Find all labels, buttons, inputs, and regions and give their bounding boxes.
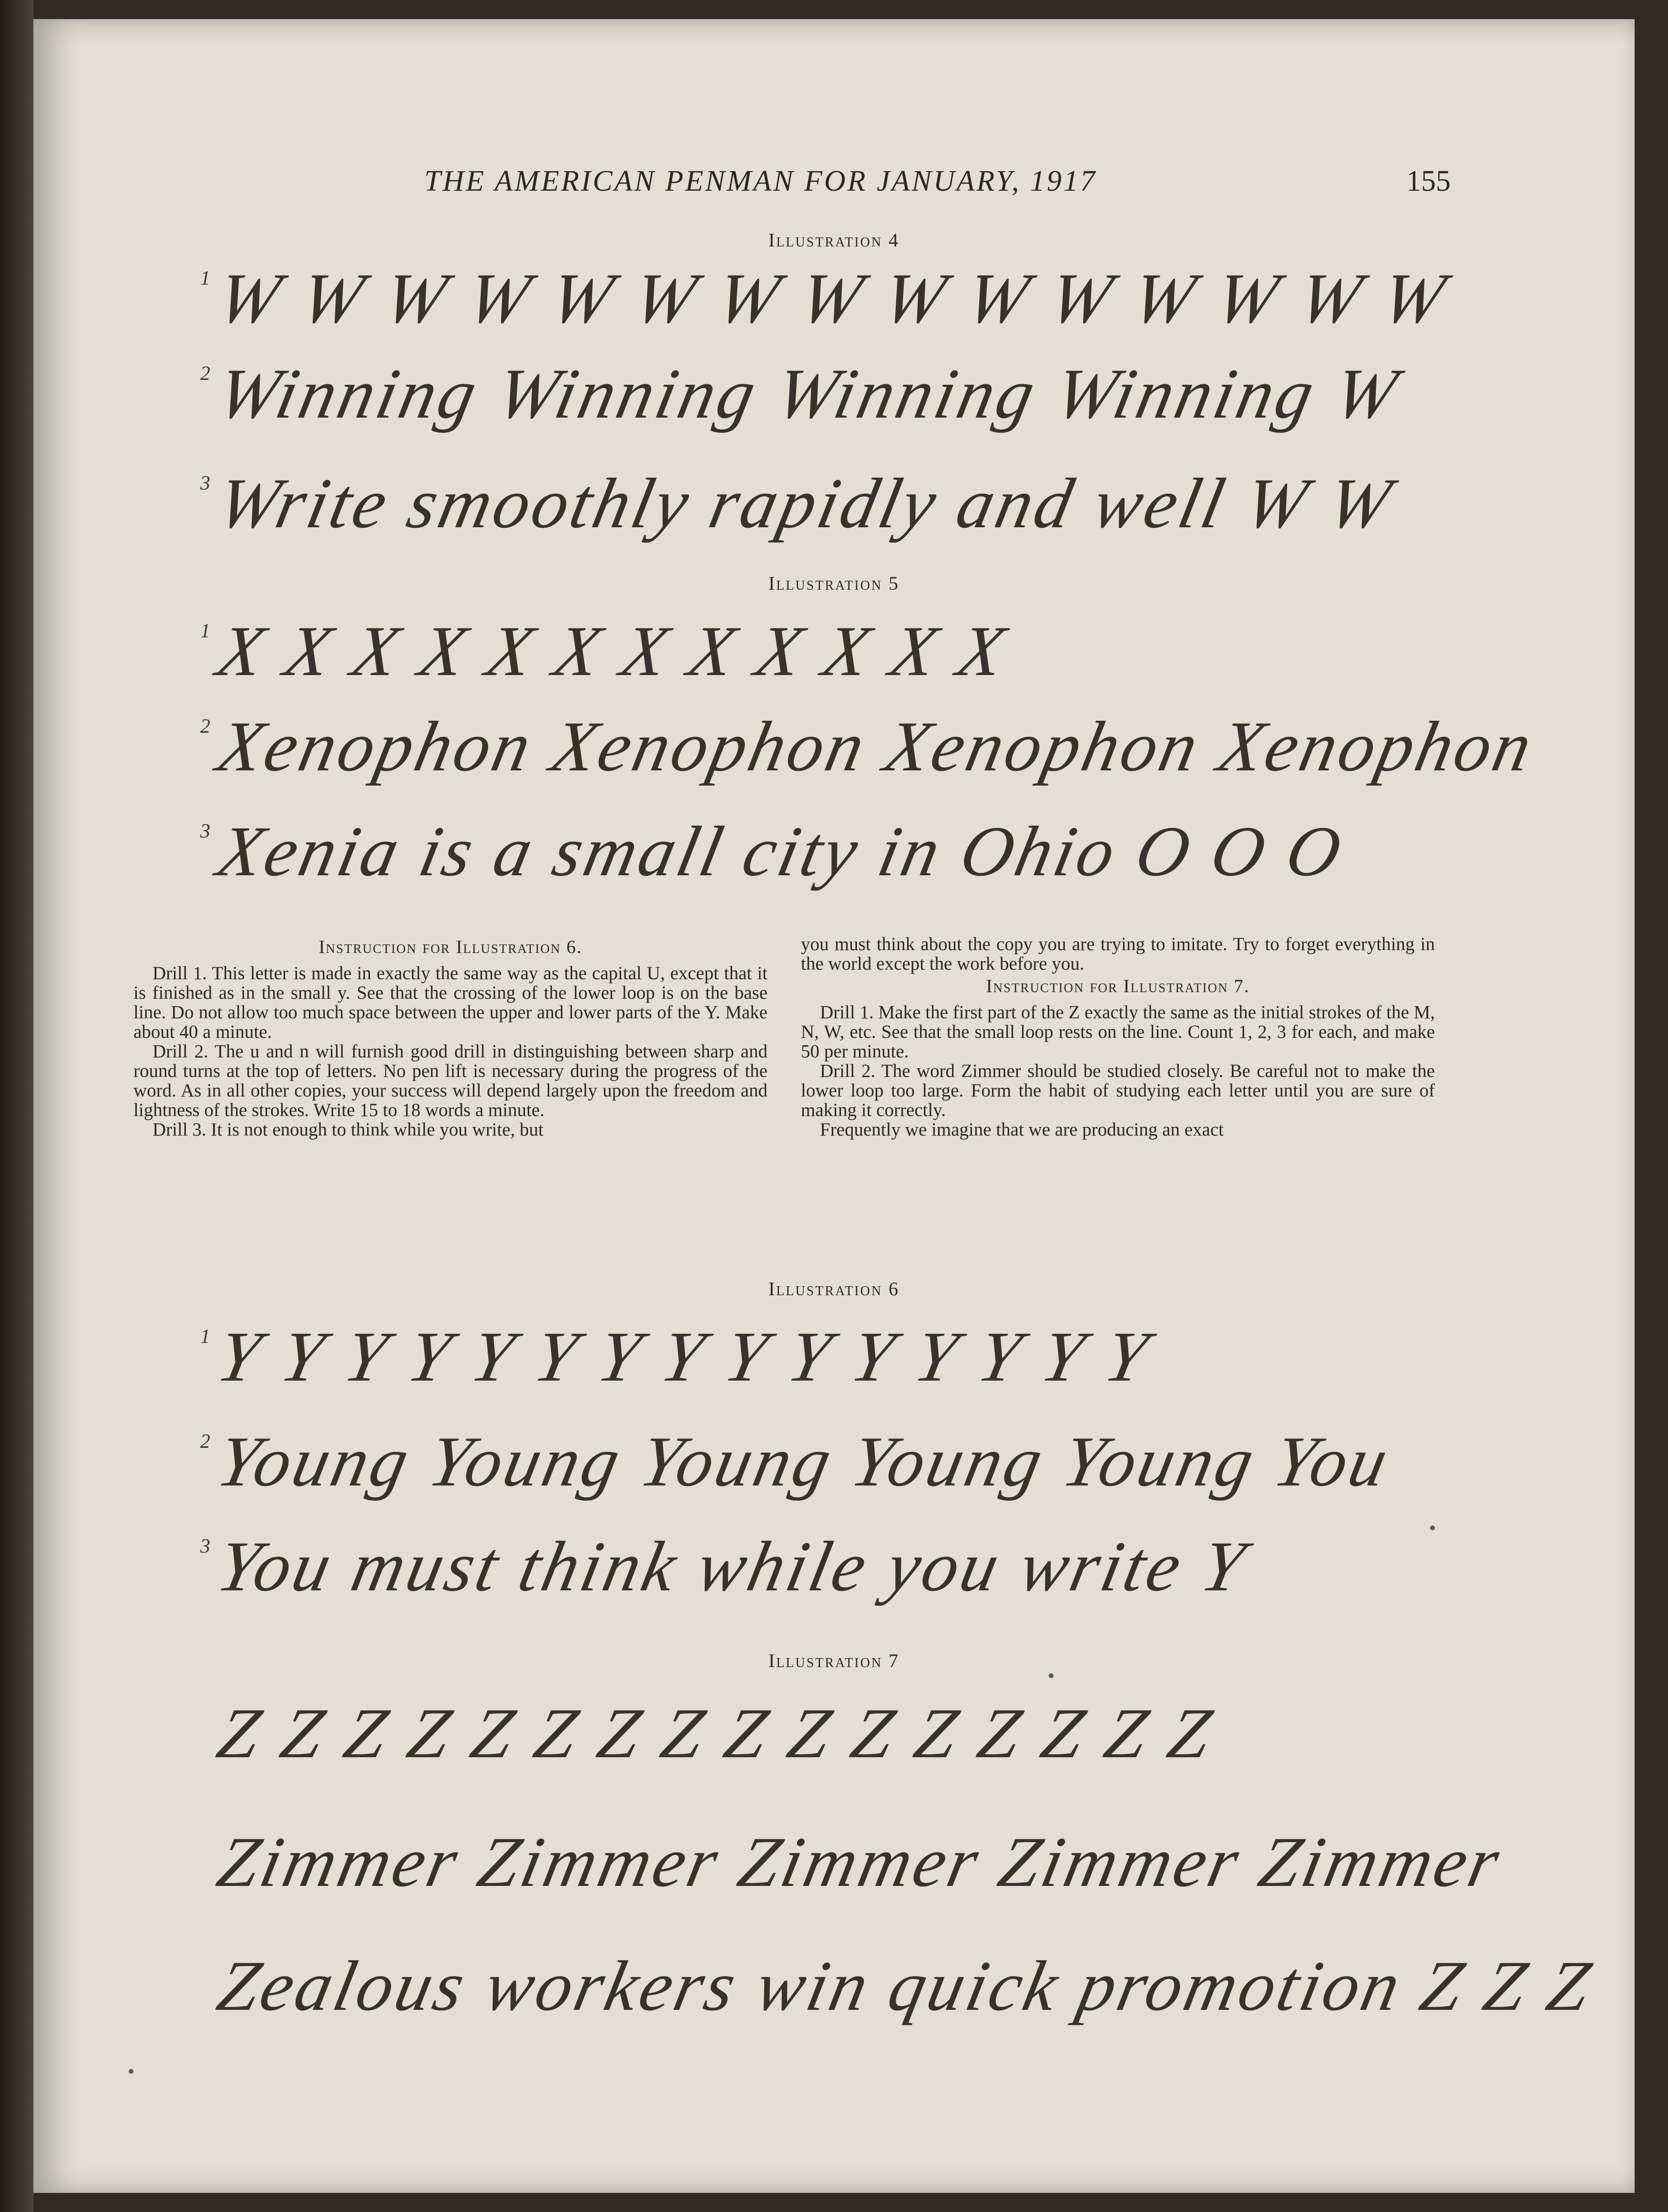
illustration-5-line-3 (200, 810, 1468, 906)
line-number: 2 (200, 363, 210, 385)
line-number: 3 (200, 1536, 210, 1557)
script-copy: Y Y Y Y Y Y Y Y Y Y Y Y Y Y Y (211, 1317, 1157, 1396)
paragraph: Drill 1. This letter is made in exactly the same way as the capital U, except that it is finished as in the small y. See that the crossing of the lower loop is on the base line. Do not allow too much space between the upper and lower parts of the Y. Make about 40 a minute. (133, 963, 767, 1042)
illustration-7-line-2 (210, 1821, 1509, 1916)
line-number: 2 (200, 716, 210, 737)
ink-speck (1049, 1673, 1054, 1678)
instruction-column-right (801, 934, 1435, 1139)
illustration-4-line-3 (200, 462, 1468, 558)
running-header (33, 164, 1635, 203)
running-title: THE AMERICAN PENMAN FOR JANUARY, 1917 (424, 165, 1097, 197)
binding-mark: ) (14, 1164, 24, 1195)
section-heading: Instruction for Illustration 7. (986, 976, 1250, 996)
script-copy: Zealous workers win quick promotion Z Z Z (211, 1946, 1600, 2026)
illustration-7-line-1 (210, 1692, 1468, 1788)
script-copy: W W W W W W W W W W W W W W W (211, 259, 1454, 338)
script-copy: Write smoothly rapidly and well W W (211, 464, 1401, 543)
paragraph: Drill 1. Make the first part of the Z exactly the same as the initial strokes of the M, N, W, etc. See that the small loop rests on the line. Count 1, 2, 3 for each, and make 50 per minute. (801, 1002, 1435, 1062)
paragraph: Frequently we imagine that we are producing an exact (820, 1119, 1224, 1140)
illustration-4-line-2 (200, 353, 1468, 448)
line-number: 3 (200, 472, 210, 494)
line-number: 3 (200, 820, 210, 842)
illustration-5-line-2 (200, 706, 1541, 801)
script-copy: Young Young Young Young Young You (211, 1422, 1398, 1501)
ink-speck (129, 2069, 133, 2074)
line-number: 2 (200, 1431, 210, 1453)
section-heading: Instruction for Illustration 6. (318, 937, 583, 957)
illustration-6-line-3 (200, 1526, 1468, 1621)
illustration-7-line-3 (210, 1945, 1600, 2040)
script-copy: Zimmer Zimmer Zimmer Zimmer Zimmer (211, 1823, 1509, 1902)
paragraph: Drill 2. The word Zimmer should be studied closely. Be careful not to make the lower loop too large. Form the habit of studying each letter until you are sure of making it correctly. (801, 1061, 1435, 1120)
script-copy: Winning Winning Winning Winning W (211, 354, 1407, 433)
paragraph: Drill 3. It is not enough to think while you write, but (153, 1119, 544, 1140)
book-spine (0, 0, 33, 2212)
paragraph: Drill 2. The u and n will furnish good drill in distinguishing between sharp and round turns at the top of letters. No pen lift is necessary during the progress of the word. As in all other copies, your success will depend largely upon the freedom and lightness of the strokes. Write 15 to 18 words a minute. (133, 1041, 767, 1120)
script-copy: You must think while you write Y (211, 1527, 1254, 1606)
illustration-4-label: Illustration 4 (768, 229, 900, 251)
illustration-6-label: Illustration 6 (768, 1278, 900, 1300)
illustration-6-line-1 (200, 1316, 1468, 1411)
line-number: 1 (200, 620, 210, 642)
line-number: 1 (200, 267, 210, 289)
ink-speck (1430, 1526, 1435, 1530)
instruction-column-left (133, 934, 767, 1139)
illustration-4-line-1 (200, 257, 1468, 353)
page-number: 155 (1406, 165, 1451, 197)
line-number: 1 (200, 1326, 210, 1348)
script-copy: Xenophon Xenophon Xenophon Xenophon (211, 707, 1541, 786)
illustration-5-label: Illustration 5 (768, 573, 900, 594)
illustration-7-label: Illustration 7 (768, 1650, 900, 1671)
script-copy: X X X X X X X X X X X X (211, 612, 1014, 691)
illustration-5-line-1 (200, 610, 1468, 706)
paragraph: you must think about the copy you are trying to imitate. Try to forget everything in the world except the work before you. (801, 934, 1435, 974)
illustration-6-line-2 (200, 1421, 1468, 1516)
script-copy: Xenia is a small city in Ohio O O O (211, 812, 1351, 891)
magazine-page (14, 19, 1635, 2193)
script-copy: Z Z Z Z Z Z Z Z Z Z Z Z Z Z Z Z (211, 1694, 1221, 1773)
